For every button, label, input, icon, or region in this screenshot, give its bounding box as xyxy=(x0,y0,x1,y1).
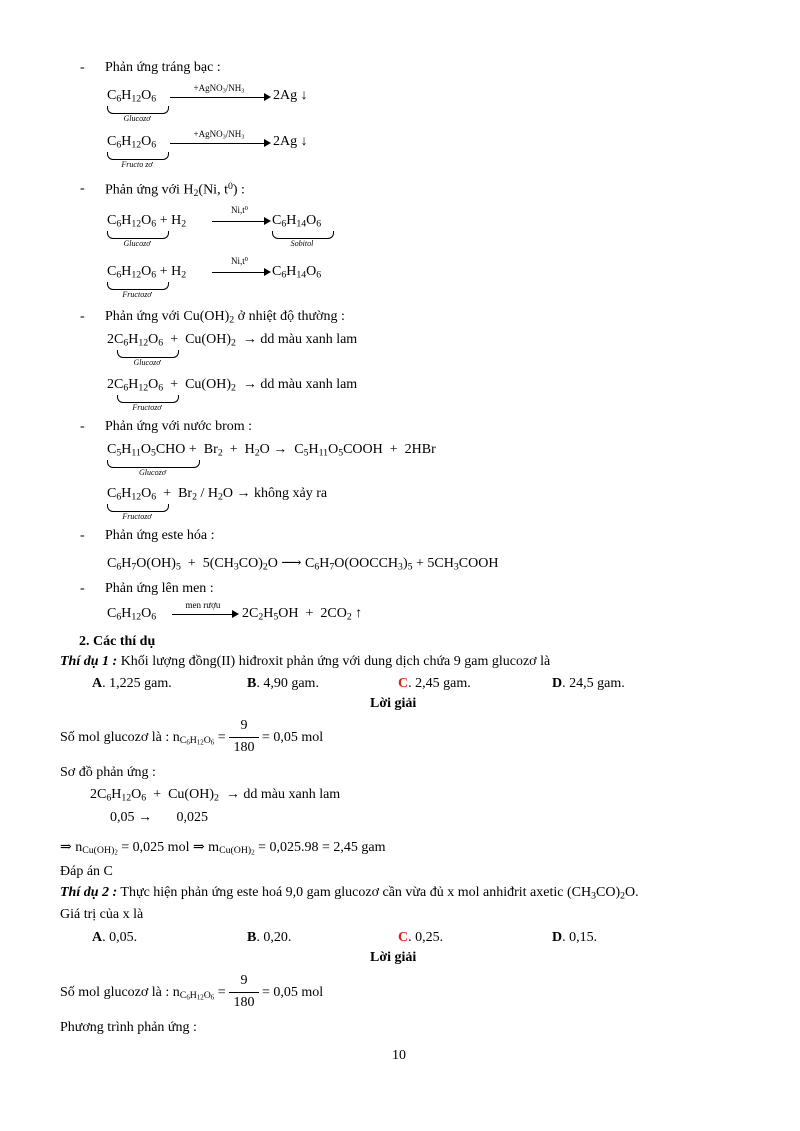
example-2-question: Thí dụ 2 : Thực hiện phản ứng este hoá 9,0 gam glucozơ cần vừa đủ x mol anhiđrit axetic $(CH_3CO)_2O$. xyxy=(60,885,639,902)
product-sobitol: $C_6H_{14}O_6$ xyxy=(272,213,322,230)
arrowhead xyxy=(264,93,271,101)
scheme-values: 0,05 → 0,025 xyxy=(110,810,208,825)
equation-glucose-cuoh2: $2C_6H_{12}O_6 + Cu(OH)_2$ → dd màu xanh lam xyxy=(107,332,358,349)
bullet: - xyxy=(80,181,85,196)
example-2-question-line2: Giá trị của x là xyxy=(60,907,144,922)
reaction-arrow xyxy=(170,143,264,144)
underbrace xyxy=(107,460,200,468)
bullet: - xyxy=(80,419,85,434)
mol-text: Số mol glucozơ là : $n_{C_6H_{12}O_6}$ = xyxy=(60,985,226,1003)
arrowhead xyxy=(264,268,271,276)
reaction-arrow xyxy=(212,272,264,273)
underbrace xyxy=(107,152,169,160)
fraction-denominator: 180 xyxy=(233,740,255,755)
fraction-numerator: 9 xyxy=(240,718,248,733)
heading-este: Phản ứng este hóa : xyxy=(105,528,215,543)
underbrace xyxy=(107,504,169,512)
bullet: - xyxy=(80,60,85,75)
heading-h2: Phản ứng với $H_2(Ni$, $t^0$) : xyxy=(105,181,245,199)
product-c6h14o6: $C_6H_{14}O_6$ xyxy=(272,264,322,281)
option-c[interactable]: C. 0,25. xyxy=(398,930,444,945)
label-fructozo: Fructozơ xyxy=(122,290,152,299)
arrowhead xyxy=(232,610,239,618)
equation-glucose-brom: $C_5H_{11}O_5CHO + Br_2 + H_2O$ → $C_5H_{11}O_5COOH + 2HBr$ xyxy=(107,442,436,459)
option-b[interactable]: B. 0,20. xyxy=(247,930,292,945)
equation-fructose-h2: $C_6H_{12}O_6 + H_2$ xyxy=(107,264,187,281)
product-2ag: 2Ag ↓ xyxy=(273,134,308,149)
reaction-arrow xyxy=(212,221,264,222)
arrowhead xyxy=(264,217,271,225)
option-c[interactable]: C. 2,45 gam. xyxy=(398,676,471,691)
page-number: 10 xyxy=(392,1048,406,1063)
underbrace xyxy=(117,395,179,403)
label-sobitol: Sobitol xyxy=(290,239,314,248)
label-glucozo: Glucozơ xyxy=(139,468,166,477)
solution-title: Lời giải xyxy=(370,950,417,965)
fraction-numerator: 9 xyxy=(240,973,248,988)
condition-ni: $Ni,t^0$ xyxy=(231,256,248,266)
example-1-question: Thí dụ 1 : Khối lượng đồng(II) hiđroxit phản ứng với dung dịch chứa 9 gam glucozơ là xyxy=(60,654,551,669)
heading-cuoh2: Phản ứng với $Cu(OH)_2$ ở nhiệt độ thường : xyxy=(105,309,345,326)
arrowhead xyxy=(264,139,271,147)
fraction-line xyxy=(229,992,259,993)
heading-len-men: Phản ứng lên men : xyxy=(105,581,214,596)
label-fructozo: Fructozơ xyxy=(132,403,162,412)
option-a[interactable]: A. 0,05. xyxy=(92,930,138,945)
underbrace xyxy=(107,231,169,239)
underbrace xyxy=(107,282,169,290)
option-b[interactable]: B. 4,90 gam. xyxy=(247,676,319,691)
product-ethanol: $2C_2H_5OH + 2CO_2$ ↑ xyxy=(242,606,363,623)
condition-ni: $Ni,t^0$ xyxy=(231,205,248,215)
result-line: ⇒ $n_{Cu(OH)_2} = 0,025$ mol ⇒ $m_{Cu(OH)_2} = 0,025.98 = 2,45$ gam xyxy=(60,840,386,858)
equation-fructose-cuoh2: $2C_6H_{12}O_6 + Cu(OH)_2$ → dd màu xanh lam xyxy=(107,377,358,394)
fraction-denominator: 180 xyxy=(233,995,255,1010)
equation-este: $C_6H_7O(OH)_5 + 5(CH_3CO)_2O$ ⟶ $C_6H_7O(OOCCH_3)_5$ + $5CH_3COOH$ xyxy=(107,556,499,573)
condition-agno3: $+AgNO_3/NH_3$ xyxy=(193,83,245,95)
mol-result: = 0,05 mol xyxy=(262,730,324,745)
underbrace xyxy=(107,106,169,114)
label-fructozo: Fructozơ xyxy=(122,512,152,521)
scheme-equation: $2C_6H_{12}O_6 + Cu(OH)_2$ → dd màu xanh lam xyxy=(90,787,341,804)
solution-title: Lời giải xyxy=(370,696,417,711)
heading-brom: Phản ứng với nước brom : xyxy=(105,419,253,434)
label-glucozo: Glucozơ xyxy=(133,358,161,367)
label-fructozo: Fructo zơ xyxy=(121,160,153,169)
label-glucozo: Glucozơ xyxy=(123,114,151,123)
reaction-arrow xyxy=(172,614,232,615)
equation-fructose-silver: $C_6H_{12}O_6$ xyxy=(107,134,157,151)
scheme-title: Sơ đồ phản ứng : xyxy=(60,765,156,780)
equation-glucose-silver: $C_6H_{12}O_6$ xyxy=(107,88,157,105)
underbrace xyxy=(272,231,334,239)
equation-fructose-brom: $C_6H_{12}O_6 + Br_2 / H_2O$ → không xảy ra xyxy=(107,486,328,503)
underbrace xyxy=(117,350,179,358)
fraction-line xyxy=(229,737,259,738)
section-title: 2. Các thí dụ xyxy=(79,634,156,649)
reaction-arrow xyxy=(170,97,264,98)
mol-text: Số mol glucozơ là : $n_{C_6H_{12}O_6}$ = xyxy=(60,730,226,748)
bullet: - xyxy=(80,528,85,543)
condition-agno3: $+AgNO_3/NH_3$ xyxy=(193,129,245,141)
equation-glucose-h2: $C_6H_{12}O_6 + H_2$ xyxy=(107,213,187,230)
label-glucozo: Glucozơ xyxy=(123,239,151,248)
equation-len-men: $C_6H_{12}O_6$ xyxy=(107,606,157,623)
mol-result: = 0,05 mol xyxy=(262,985,324,1000)
equation-title: Phương trình phản ứng : xyxy=(60,1020,197,1035)
bullet: - xyxy=(80,581,85,596)
answer: Đáp án C xyxy=(60,864,113,879)
product-2ag: 2Ag ↓ xyxy=(273,88,308,103)
heading-trang-bac: Phản ứng tráng bạc : xyxy=(105,60,221,75)
bullet: - xyxy=(80,309,85,324)
option-d[interactable]: D. 24,5 gam. xyxy=(552,676,625,691)
condition-men-ruou: men rượu xyxy=(185,600,221,610)
option-d[interactable]: D. 0,15. xyxy=(552,930,598,945)
option-a[interactable]: A. 1,225 gam. xyxy=(92,676,172,691)
